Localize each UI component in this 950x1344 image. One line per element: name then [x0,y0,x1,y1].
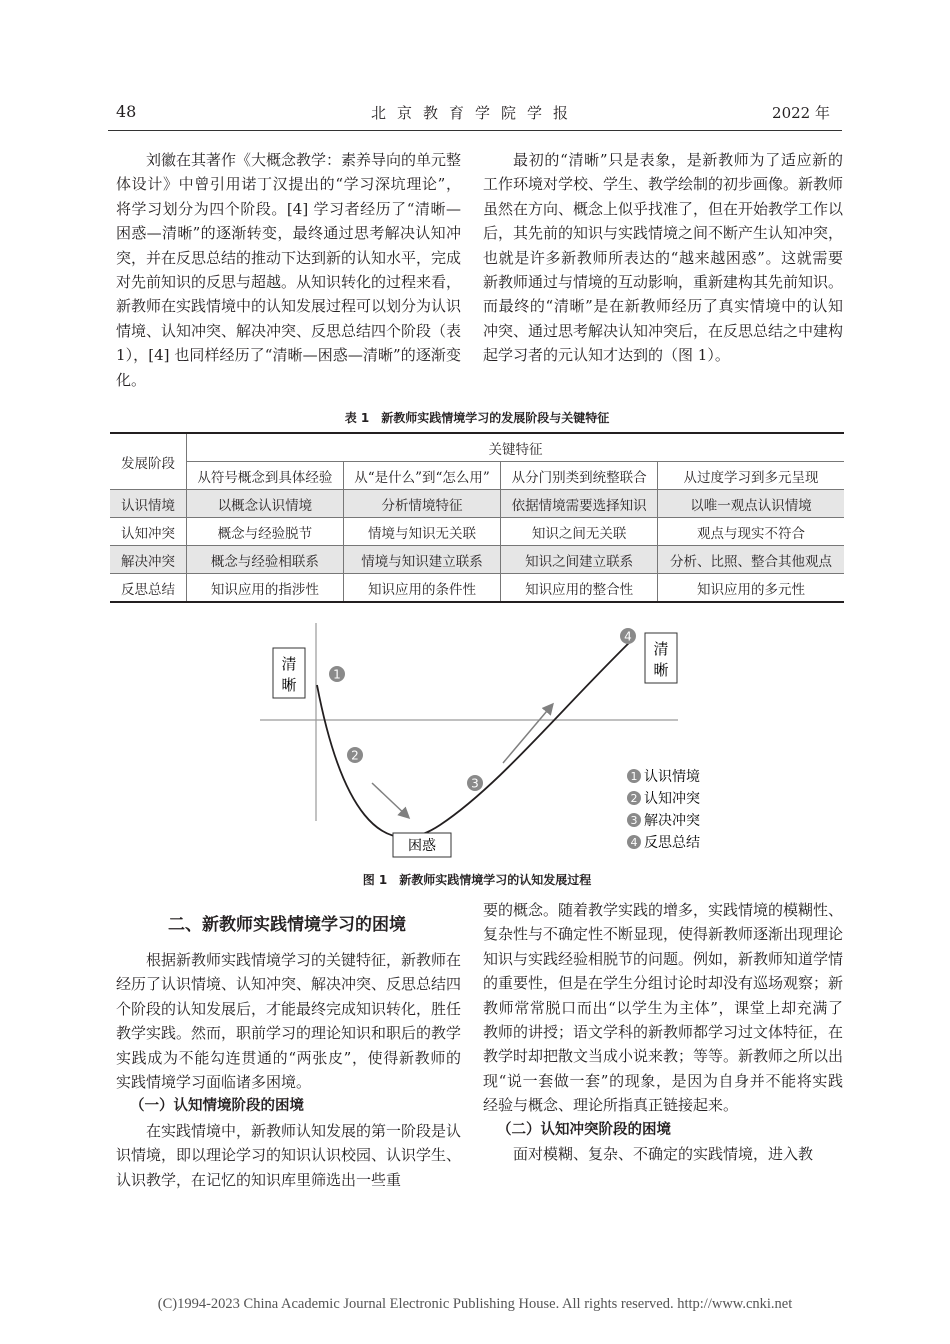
paragraph: 要的概念。随着教学实践的增多，实践情境的模糊性、复杂性与不确定性不断显现，使得新教师逐渐出现理论知识与实践经验相脱节的问题。例如，新教师知道学情的重要性，但是在学生分组讨论时却没有巡场观察；新教师常常脱口而出“以学生为主体”，课堂上却充满了教师的讲授；语文学科的新教师都学习过文体特征，在教学时却把散文当成小说来教；等等。新教师之所以出现“说一套做一套”的现象，是因为自身并不能将实践经验与概念、理论所指真正链接起来。 [483,901,844,1115]
stage-cell: 认识情境 [110,490,187,518]
right-column-top [483,148,843,368]
page-number: 48 [116,102,137,121]
paragraph: 在实践情境中，新教师认知发展的第一阶段是认识情境，即以理论学习的知识认识校园、认识学生、认识教学，在记忆的知识库里筛选出一些重 [116,1121,462,1189]
table-row [110,490,844,518]
table-cell: 依据情境需要选择知识 [501,490,658,518]
legend-item: 解决冲突 [644,813,700,829]
subheader: 从符号概念到具体经验 [187,462,344,490]
marker-number: 2 [351,748,359,763]
col-stage-header: 发展阶段 [110,433,187,490]
legend-item: 反思总结 [644,835,700,851]
marker-3 [467,775,483,791]
legend-number: 1 [630,770,638,783]
marker-2 [347,747,363,763]
stage-cell: 解决冲突 [110,546,187,574]
clear-box-left-char: 晰 [281,676,297,694]
table-cell: 概念与经验脱节 [187,518,344,546]
marker-4 [620,628,636,644]
clear-box-right-char: 清 [653,640,669,658]
copyright-footer: (C)1994-2023 China Academic Journal Electronic Publishing House. All rights reserved. http://www.cnki.net [157,1296,793,1312]
marker-number: 3 [471,776,479,791]
legend-number: 4 [630,836,638,849]
confused-box-label: 困惑 [408,838,436,854]
table-cell: 概念与经验相联系 [187,546,344,574]
figure-title: 新教师实践情境学习的认知发展过程 [399,873,592,887]
stages-table [110,432,844,603]
table-row [110,518,844,546]
stage-cell: 反思总结 [110,574,187,603]
subsection-heading: （二）认知冲突阶段的困境 [497,1121,671,1138]
table-cell: 知识应用的条件性 [343,574,500,603]
table-cell: 以概念认识情境 [187,490,344,518]
legend [627,768,700,851]
figure-caption [110,871,844,888]
subsection-heading: （一）认知情境阶段的困境 [130,1098,304,1115]
table-label: 表 1 [344,411,370,425]
legend-item: 认识情境 [644,769,700,785]
left-column-bottom [116,948,461,1192]
paragraph: 面对模糊、复杂、不确定的实践情境，进入教 [513,1145,814,1164]
table-cell: 观点与现实不符合 [658,518,844,546]
marker-1 [329,666,345,682]
left-column-top [116,148,461,392]
section-heading: 二、新教师实践情境学习的困境 [168,915,406,935]
subheader: 从“是什么”到“怎么用” [343,462,500,490]
arrow-up [503,705,552,763]
learning-curve [317,637,635,837]
right-column-bottom [483,898,843,1166]
table-cell: 以唯一观点认识情境 [658,490,844,518]
legend-number: 3 [630,814,638,827]
figure-label: 图 1 [362,873,388,887]
journal-title: 北京教育学院学报 [370,104,579,122]
clear-box-left-char: 清 [281,655,297,673]
cognitive-curve-figure [260,615,720,865]
table-row [110,574,844,603]
table-caption [110,409,844,426]
table-cell: 知识应用的指涉性 [187,574,344,603]
col-key-header: 关键特征 [187,433,845,462]
table-row [110,546,844,574]
table-cell: 知识应用的整合性 [501,574,658,603]
table-cell: 情境与知识建立联系 [343,546,500,574]
subheader: 从分门别类到统整联合 [501,462,658,490]
paragraph: 根据新教师实践情境学习的关键特征，新教师在经历了认识情境、认知冲突、解决冲突、反思总结四个阶段的认知发展后，才能最终完成知识转化，胜任教学实践。然而，职前学习的理论知识和职后的教学实践成为不能勾连贯通的“两张皮”，使得新教师的实践情境学习面临诸多困境。 [116,951,462,1092]
journal-year: 2022 年 [772,104,830,122]
paragraph: 最初的“清晰”只是表象，是新教师为了适应新的工作环境对学校、学生、教学绘制的初步画像。新教师虽然在方向、概念上似乎找准了，但在开始教学工作以后，其先前的知识与实践情境之间不断产生认知冲突，也就是许多新教师所表达的“越来越困惑”。这就需要新教师通过与情境的互动影响，重新建构其先前知识。而最终的“清晰”是在新教师经历了真实情境中的认知冲突、通过思考解决认知冲突后，在反思总结之中建构起学习者的元认知才达到的（图 1）。 [483,151,844,365]
arrow-down [372,783,408,817]
legend-item: 认知冲突 [644,791,700,807]
subheader: 从过度学习到多元呈现 [658,462,844,490]
table-cell: 知识之间建立联系 [501,546,658,574]
marker-number: 4 [624,629,632,644]
page-header [108,100,842,131]
table-cell: 分析、比照、整合其他观点 [658,546,844,574]
paragraph: 刘徽在其著作《大概念教学：素养导向的单元整体设计》中曾引用诺丁汉提出的“学习深坑理论”，将学习划分为四个阶段。[4] 学习者经历了“清晰—困惑—清晰”的逐渐转变，最终通过思考解决认知冲突，并在反思总结的推动下达到新的认知水平，完成对先前知识的反思与超越。从知识转化的过程来看，新教师在实践情境中的认知发展过程可以划分为认识情境、认知冲突、解决冲突、反思总结四个阶段（表 1），[4] 也同样经历了“清晰—困惑—清晰”的逐渐变化。 [116,151,462,389]
table-cell: 情境与知识无关联 [343,518,500,546]
table-cell: 分析情境特征 [343,490,500,518]
table-cell: 知识之间无关联 [501,518,658,546]
stage-cell: 认知冲突 [110,518,187,546]
table-cell: 知识应用的多元性 [658,574,844,603]
clear-box-right-char: 晰 [653,661,669,679]
legend-number: 2 [630,792,638,805]
marker-number: 1 [333,667,341,682]
table-title: 新教师实践情境学习的发展阶段与关键特征 [381,411,610,425]
